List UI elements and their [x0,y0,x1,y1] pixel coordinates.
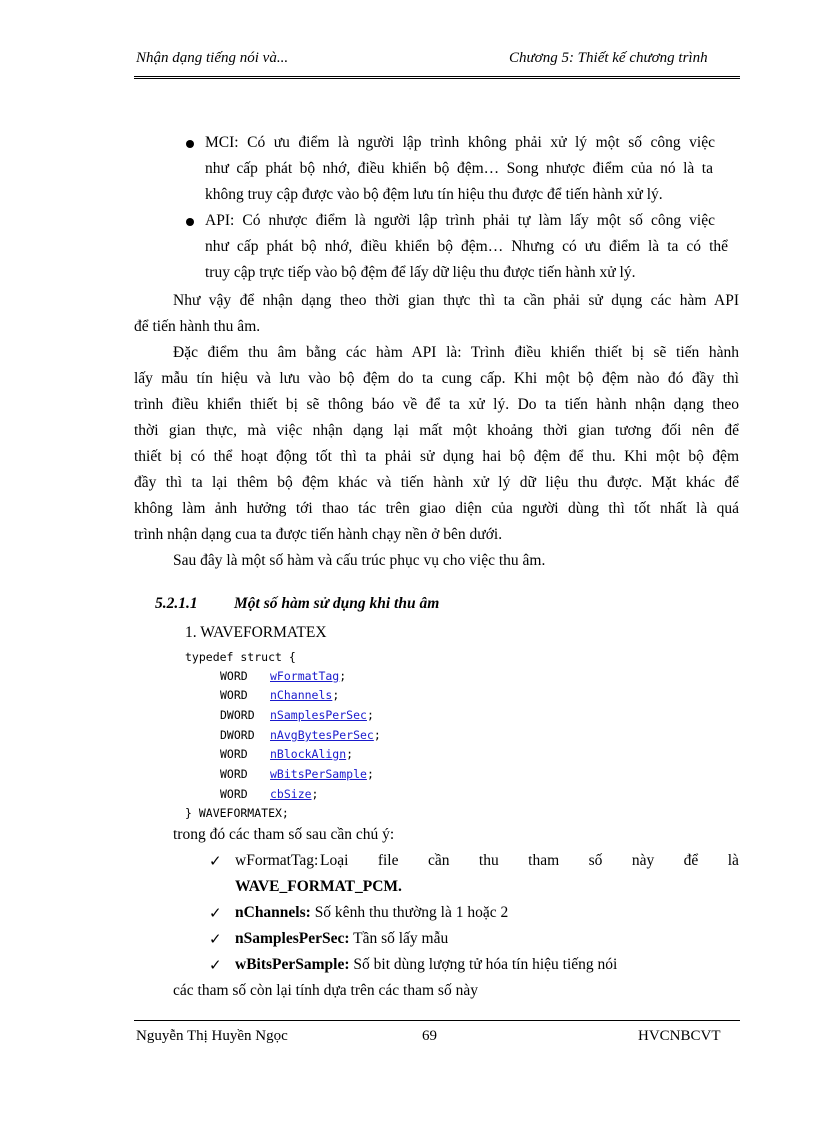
check-1-word: Loại [320,852,349,869]
bullet-dot [186,218,194,226]
code-semicolon: ; [373,728,381,742]
header-left: Nhận dạng tiếng nói và... [136,50,289,66]
para2-line-7: không làm ảnh hưởng tới thao tác trên giao diện của người dùng thì tốt nhất là quá [134,500,739,517]
code-field-link[interactable]: cbSize [270,787,312,801]
code-type: WORD [220,669,248,683]
code-field [220,787,318,801]
code-field-link[interactable]: nBlockAlign [270,747,347,761]
params-intro: trong đó các tham số sau cần chú ý: [173,826,395,843]
code-type: DWORD [220,708,255,722]
code-type: WORD [220,767,248,781]
footer-rule [134,1020,740,1021]
bullet-2-line-3: truy cập trực tiếp vào bộ đệm để lấy dữ liệu thu được tiến hành xử lý. [205,264,636,281]
code-type: WORD [220,747,248,761]
check-1-word: này [631,852,655,869]
check-2 [235,904,508,922]
code-semicolon: ; [311,787,319,801]
check-3-text: Tần số lấy mẫu [349,930,449,947]
code-field [220,767,374,781]
code-field-link[interactable]: nAvgBytesPerSec [270,728,374,742]
bullet-1-line-3: không truy cập được vào bộ đệm lưu tín hiệu thu được để tiến hành xử lý. [205,186,663,203]
check-1-word: để [683,852,699,869]
check-3-label: nSamplesPerSec: [235,930,350,947]
check-1-continuation: WAVE_FORMAT_PCM. [235,878,402,895]
footer-org: HVCNBCVT [638,1028,721,1044]
code-type: DWORD [220,728,255,742]
bullet-2-line-2: như cấp phát bộ nhớ, điều khiển bộ đệm… Nhưng có ưu điểm là ta có thể [205,238,728,255]
check-1-words [320,852,739,870]
check-1-word: là [727,852,739,869]
check-3 [235,930,448,948]
code-semicolon: ; [339,669,347,683]
para2-line-4: thời gian thực, mà việc nhận dạng lại mất một khoảng thời gian tương đối nên để [134,422,739,439]
bullet-1-line-1: MCI: Có ưu điểm là người lập trình không phải xử lý một số công việc [205,134,715,151]
bullet-2-line-1: API: Có nhược điểm là người lập trình phải tự làm lấy một số công việc [205,212,715,229]
check-mark-icon: ✓ [209,854,222,870]
code-field-link[interactable]: wFormatTag [270,669,340,683]
para1-line-2: để tiến hành thu âm. [134,318,261,335]
code-field-link[interactable]: nSamplesPerSec [270,708,367,722]
check-4 [235,956,617,974]
bullet-1-line-2: như cấp phát bộ nhớ, điều khiển bộ đệm… Song nhược điểm của nó là ta [205,160,713,177]
code-semicolon: ; [332,688,340,702]
para2-line-8: trình nhận dạng cua ta được tiến hành chạy nền ở bên dưới. [134,526,503,543]
closing-line: các tham số còn lại tính dựa trên các tham số này [173,982,478,999]
check-mark-icon: ✓ [209,932,222,948]
check-4-text: Số bit dùng lượng tử hóa tín hiệu tiếng nói [349,956,618,973]
check-1-word: thu [478,852,499,869]
header-rule [134,76,740,79]
code-semicolon: ; [366,708,374,722]
code-open: typedef struct { [185,650,296,664]
check-1-word: file [377,852,399,869]
code-close: } WAVEFORMATEX; [185,806,289,820]
para3: Sau đây là một số hàm và cấu trúc phục vụ cho việc thu âm. [173,552,546,569]
footer-author: Nguyễn Thị Huyền Ngọc [136,1028,288,1044]
para2-line-5: thiết bị có thể hoạt động tốt thì ta phải sử dụng hai bộ đệm để thu. Khi một bộ đệm [134,448,739,465]
bullet-dot [186,140,194,148]
check-1-word: số [588,852,603,869]
code-field [220,688,339,702]
header-right: Chương 5: Thiết kế chương trình [509,50,708,66]
code-semicolon: ; [366,767,374,781]
para2-line-6: đầy thì ta lại thêm bộ đệm khác và tiến hành xử lý dữ liệu thu được. Mặt khác để [134,474,739,491]
code-field [220,708,374,722]
para2-line-2: lấy mẫu tín hiệu và lưu vào bộ đệm do ta cung cấp. Khi một bộ đệm nào đó đầy thì [134,370,739,387]
para1-line-1: Như vậy để nhận dạng theo thời gian thực thì ta cần phải sử dụng các hàm API [173,292,739,309]
check-2-text: Số kênh thu thường là 1 hoặc 2 [310,904,509,921]
code-field [220,669,346,683]
page-number: 69 [422,1028,437,1044]
check-1-word: tham [528,852,560,869]
code-field [220,728,381,742]
check-mark-icon: ✓ [209,958,222,974]
para2-line-1: Đặc điểm thu âm bằng các hàm API là: Trình điều khiển thiết bị sẽ tiến hành [173,344,739,361]
check-1-label: wFormatTag: [235,852,319,869]
code-field-link[interactable]: nChannels [270,688,333,702]
check-4-label: wBitsPerSample: [235,956,350,973]
item-waveformatex: 1. WAVEFORMATEX [185,624,327,641]
check-mark-icon: ✓ [209,906,222,922]
code-semicolon: ; [346,747,354,761]
check-1-word: cần [427,852,450,869]
code-field-link[interactable]: wBitsPerSample [270,767,367,781]
section-title: Một số hàm sử dụng khi thu âm [234,595,440,612]
code-type: WORD [220,787,248,801]
code-field [220,747,353,761]
check-2-label: nChannels: [235,904,311,921]
section-number: 5.2.1.1 [155,595,198,612]
para2-line-3: trình điều khiển thiết bị sẽ thông báo về để ta xử lý. Do ta tiến hành nhận dạng theo [134,396,739,413]
code-type: WORD [220,688,248,702]
